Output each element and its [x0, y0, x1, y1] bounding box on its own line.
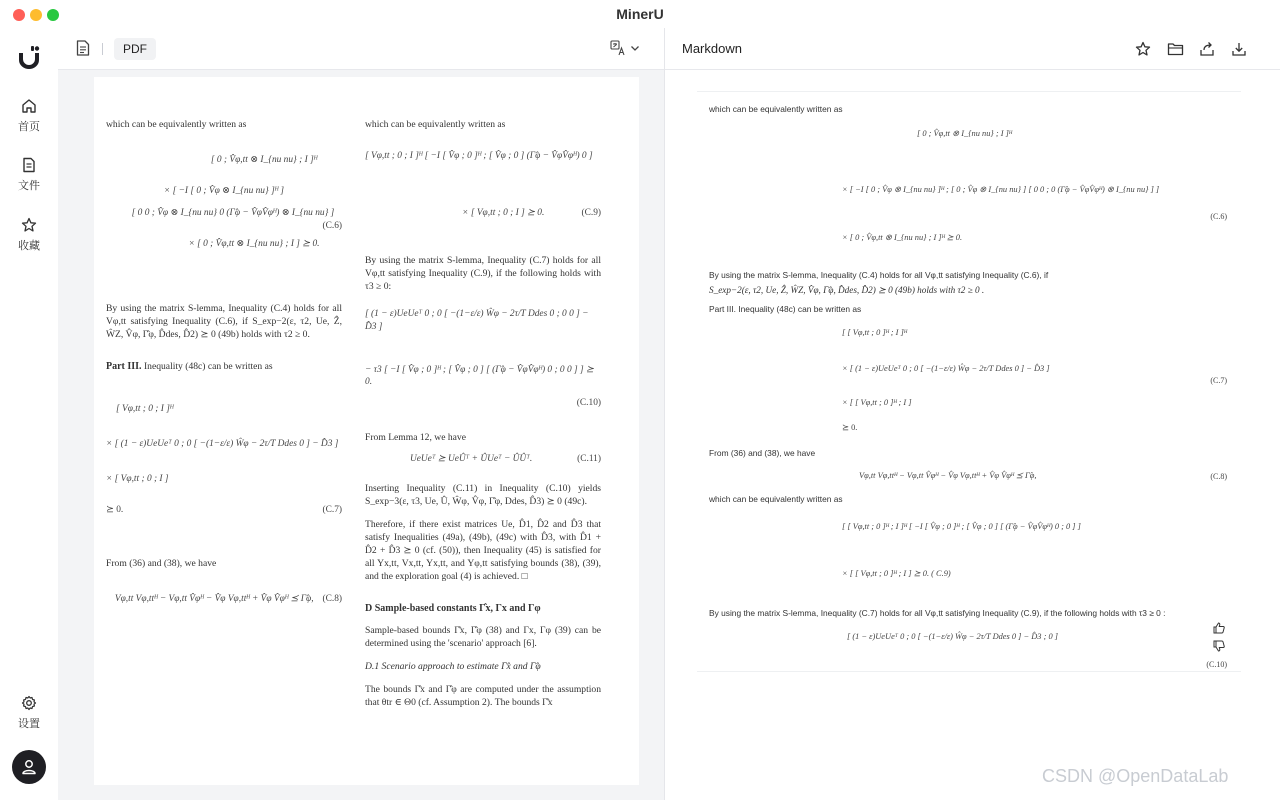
markdown-content — [697, 91, 1241, 672]
markdown-pane-header — [665, 28, 1280, 70]
equation: × [ [ Vφ,tt ; 0 ]ᴴ ; I ] ⪰ 0. ( C.9) — [842, 569, 951, 578]
download-button[interactable] — [1231, 41, 1247, 62]
equation-number: (C.9) — [581, 207, 601, 218]
section-heading: D Sample-based constants Γ̂x, Γx and Γφ — [365, 602, 541, 614]
paragraph: which can be equivalently written as — [709, 494, 843, 504]
equation: × [ −I [ 0 ; V̂φ ⊗ I_{nu nu} ]ᴴ ; [ 0 ; V̂φ ⊗ I_{nu nu} ] [ 0 0 ; 0 (Γ̂φ − V̂φV̂φᴴ) ⊗ I_{nu nu} ] ] — [842, 185, 1160, 194]
thumbs-down-icon — [1213, 640, 1225, 652]
equation-number: (C.7) — [1210, 376, 1227, 385]
translate-icon — [610, 40, 626, 56]
translate-button[interactable] — [610, 40, 640, 56]
equation: [ 0 ; V̂φ,tt ⊗ I_{nu nu} ; I ]ᴴ — [210, 154, 318, 165]
equation — [106, 207, 342, 231]
pdf-pane — [58, 28, 664, 800]
header-divider — [102, 43, 103, 55]
paragraph: S_exp−2(ε, τ2, Ue, Ẑ, ŴZ, V̂φ, Γ̂φ, D̂des, D̂2) ⪰ 0 (49b) holds with τ2 ≥ 0 . — [709, 285, 985, 295]
equation-number: (C.10) — [1206, 660, 1227, 669]
download-icon — [1231, 41, 1247, 57]
paragraph: Inserting Inequality (C.11) in Inequality (C.10) yields S_exp−3(ε, τ3, Ue, Û, Ŵφ, V̂φ, Γ̂φ, Ddes, D̂3) ⪰ 0 (49c). — [365, 483, 601, 508]
folder-icon — [1167, 41, 1184, 57]
equation: [ Vφ,tt ; 0 ; I ]ᴴ — [116, 404, 174, 415]
equation-number: (C.11) — [577, 453, 601, 464]
paragraph: Part III. Inequality (48c) can be written as — [709, 304, 862, 314]
equation — [365, 207, 601, 220]
user-icon — [20, 758, 38, 776]
equation: [ (1 − ε)UeUeᵀ 0 ; 0 [ −(1−ε/ε) Ŵφ − 2τ/T Ddes 0 ; 0 0 ] − D̂3 ] — [365, 309, 589, 332]
watermark: CSDN @OpenDataLab — [1042, 766, 1229, 786]
equation-number: (C.8) — [1210, 472, 1227, 481]
avatar[interactable] — [12, 750, 46, 784]
equation-number: (C.8) — [322, 594, 342, 605]
paragraph: From Lemma 12, we have — [365, 431, 466, 443]
equation-number: (C.6) — [322, 221, 342, 231]
sidebar-item-favorites[interactable] — [0, 217, 58, 253]
equation-number: (C.6) — [1210, 212, 1227, 221]
share-button[interactable] — [1199, 41, 1215, 62]
gear-icon — [21, 695, 37, 711]
equation: × [ Vφ,tt ; 0 ; I ] — [106, 473, 169, 484]
equation-body: Vφ,tt Vφ,ttᴴ − Vφ,tt V̂φᴴ − V̂φ Vφ,ttᴴ + V̂φ V̂φᴴ ⪯ Γ̂φ, — [114, 594, 314, 605]
pdf-column-left — [106, 119, 342, 606]
paragraph: which can be equivalently written as — [709, 104, 843, 114]
markdown-pane — [665, 28, 1280, 800]
thumbs-down-button[interactable] — [1208, 637, 1230, 655]
file-icon — [21, 157, 37, 173]
equation: [ [ Vφ,tt ; 0 ]ᴴ ; I ]ᴴ [ −I [ V̂φ ; 0 ]ᴴ ; [ V̂φ ; 0 ] [ (Γ̂φ − V̂φV̂φᴴ) 0 ; 0 ] ] — [842, 522, 1081, 531]
equation: [ (1 − ε)UeUeᵀ 0 ; 0 [ −(1−ε/ε) Ŵφ − 2τ/T Ddes 0 ] − D̂3 ; 0 ] — [847, 632, 1059, 641]
sidebar — [0, 28, 58, 800]
sidebar-item-files[interactable] — [0, 157, 58, 193]
paragraph: which can be equivalently written as — [106, 119, 247, 130]
pdf-pane-header — [58, 28, 664, 70]
paragraph: which can be equivalently written as — [365, 119, 506, 130]
main-area — [58, 28, 1280, 800]
equation — [106, 593, 342, 606]
equation-body: ⪰ 0. — [106, 504, 124, 515]
title-bar — [0, 0, 1280, 28]
sidebar-item-settings[interactable] — [0, 695, 58, 731]
document-icon[interactable] — [76, 40, 90, 61]
equation — [106, 504, 342, 517]
subsection-heading: D.1 Scenario approach to estimate Γ̂x and Γ̂φ — [365, 661, 541, 673]
thumbs-up-icon — [1213, 622, 1225, 634]
equation: [ Vφ,tt ; 0 ; I ]ᴴ [ −I [ V̂φ ; 0 ]ᴴ ; [ V̂φ ; 0 ] (Γ̂φ − V̂φV̂φᴴ) 0 ] — [365, 150, 593, 161]
equation: ⪰ 0. — [842, 423, 858, 432]
pdf-page — [94, 77, 639, 785]
equation: × [ 0 ; V̂φ,tt ⊗ I_{nu nu} ; I ] ⪰ 0. — [188, 239, 320, 249]
equation: × [ (1 − ε)UeUeᵀ 0 ; 0 [ −(1−ε/ε) Ŵφ − 2τ/T Ddes 0 ] − D̂3 ] — [842, 364, 1050, 373]
markdown-title: Markdown — [682, 41, 742, 56]
equation: × [ (1 − ε)UeUeᵀ 0 ; 0 [ −(1−ε/ε) Ŵφ − 2τ/T Ddes 0 ] − D̂3 ] — [106, 439, 339, 450]
equation-body: × [ Vφ,tt ; 0 ; I ] ⪰ 0. — [462, 207, 545, 218]
favorite-button[interactable] — [1135, 41, 1151, 62]
equation: × [ [ Vφ,tt ; 0 ]ᴴ ; I ] — [842, 398, 912, 407]
chevron-down-icon — [630, 43, 640, 53]
sidebar-item-label: 文件 — [18, 179, 40, 192]
paragraph: By using the matrix S-lemma, Inequality (C.7) holds for all Vφ,tt satisfying Inequality (C.9), if the following holds with τ3 ≥ 0 : — [709, 608, 1166, 618]
paragraph: From (36) and (38), we have — [709, 448, 816, 458]
star-icon — [1135, 41, 1151, 57]
equation-body: UeUeᵀ ⪰ UeÛᵀ + ÛUeᵀ − ÛÛᵀ. — [409, 453, 533, 464]
equation-body: [ 0 0 ; V̂φ ⊗ I_{nu nu} 0 (Γ̂φ − V̂φV̂φᴴ) ⊗ I_{nu nu} ] — [131, 208, 335, 219]
mineru-logo-icon — [16, 44, 42, 70]
open-folder-button[interactable] — [1167, 41, 1184, 62]
tab-pdf[interactable]: PDF — [114, 38, 156, 60]
sidebar-item-label: 首页 — [18, 120, 40, 133]
equation: × [ −I [ 0 ; V̂φ ⊗ I_{nu nu} ]ᴴ ] — [163, 185, 285, 196]
thumbs-up-button[interactable] — [1208, 619, 1230, 637]
paragraph: By using the matrix S-lemma, Inequality (C.4) holds for all Vφ,tt satisfying Inequality (C.6), if — [709, 270, 1049, 280]
sidebar-item-label: 收藏 — [18, 239, 40, 252]
share-icon — [1199, 41, 1215, 57]
paragraph — [106, 360, 342, 374]
pdf-column-right — [365, 119, 601, 710]
app-title: MinerU — [616, 6, 664, 22]
equation: Vφ,tt Vφ,ttᴴ − Vφ,tt V̂φᴴ − V̂φ Vφ,ttᴴ + V̂φ V̂φᴴ ⪯ Γ̂φ, — [859, 471, 1037, 480]
paragraph: Sample-based bounds Γ̂x, Γ̂φ (38) and Γx, Γφ (39) can be determined using the 'scenario' approach [6]. — [365, 625, 601, 650]
star-icon — [21, 217, 37, 233]
paragraph: The bounds Γ̂x and Γ̂φ are computed under the assumption that θtr ∈ Θ0 (cf. Assumption 2). The bounds Γ̂x — [365, 684, 601, 708]
home-icon — [21, 98, 37, 114]
paragraph: By using the matrix S-lemma, Inequality (C.4) holds for all Vφ,tt satisfying Inequality (C.6), if S_exp−2(ε, τ2, Ue, Ẑ, ŴZ, V̂φ, Γ̂φ, D̂des, D̂2) ⪰ 0 (49b) holds with τ2 ≥ 0. — [106, 302, 342, 340]
equation: × [ 0 ; V̂φ,tt ⊗ I_{nu nu} ; I ]ᴴ ⪰ 0. — [842, 233, 963, 242]
part-heading: Part III. — [106, 360, 142, 372]
paragraph: Therefore, if there exist matrices Ue, D̂1, D̂2 and D̂3 that satisfy Inequalities (49a), (49b), (49c) with D̂3, with D̂1 + D̂2 + D̂3 ⪰ 0 (cf. (50)), then Inequality (45) is satisfied for all Yx,tt, Vx,tt, Yx,tt, and Yφ,tt satisfying bounds (38), (39), and the exploration goal (4) is achieved. □ — [365, 519, 601, 582]
equation: − τ3 [ −I [ V̂φ ; 0 ]ᴴ ; [ V̂φ ; 0 ] [ (Γ̂φ − V̂φV̂φᴴ) 0 ; 0 0 ] ] ⪰ 0. — [365, 364, 594, 388]
paragraph-text: Inequality (48c) can be written as — [141, 360, 273, 372]
paragraph: By using the matrix S-lemma, Inequality (C.7) holds for all Vφ,tt satisfying Inequality (C.9), if the following holds with τ3 ≥ 0: — [365, 255, 601, 293]
sidebar-item-label: 设置 — [18, 717, 40, 730]
equation: [ 0 ; V̂φ,tt ⊗ I_{nu nu} ; I ]ᴴ — [917, 129, 1012, 138]
equation — [365, 453, 601, 466]
sidebar-item-home[interactable] — [0, 98, 58, 134]
equation-number: (C.7) — [322, 504, 342, 515]
equation: [ [ Vφ,tt ; 0 ]ᴴ ; I ]ᴴ — [842, 328, 907, 337]
equation-number: (C.10) — [576, 397, 601, 408]
paragraph: From (36) and (38), we have — [106, 558, 217, 570]
